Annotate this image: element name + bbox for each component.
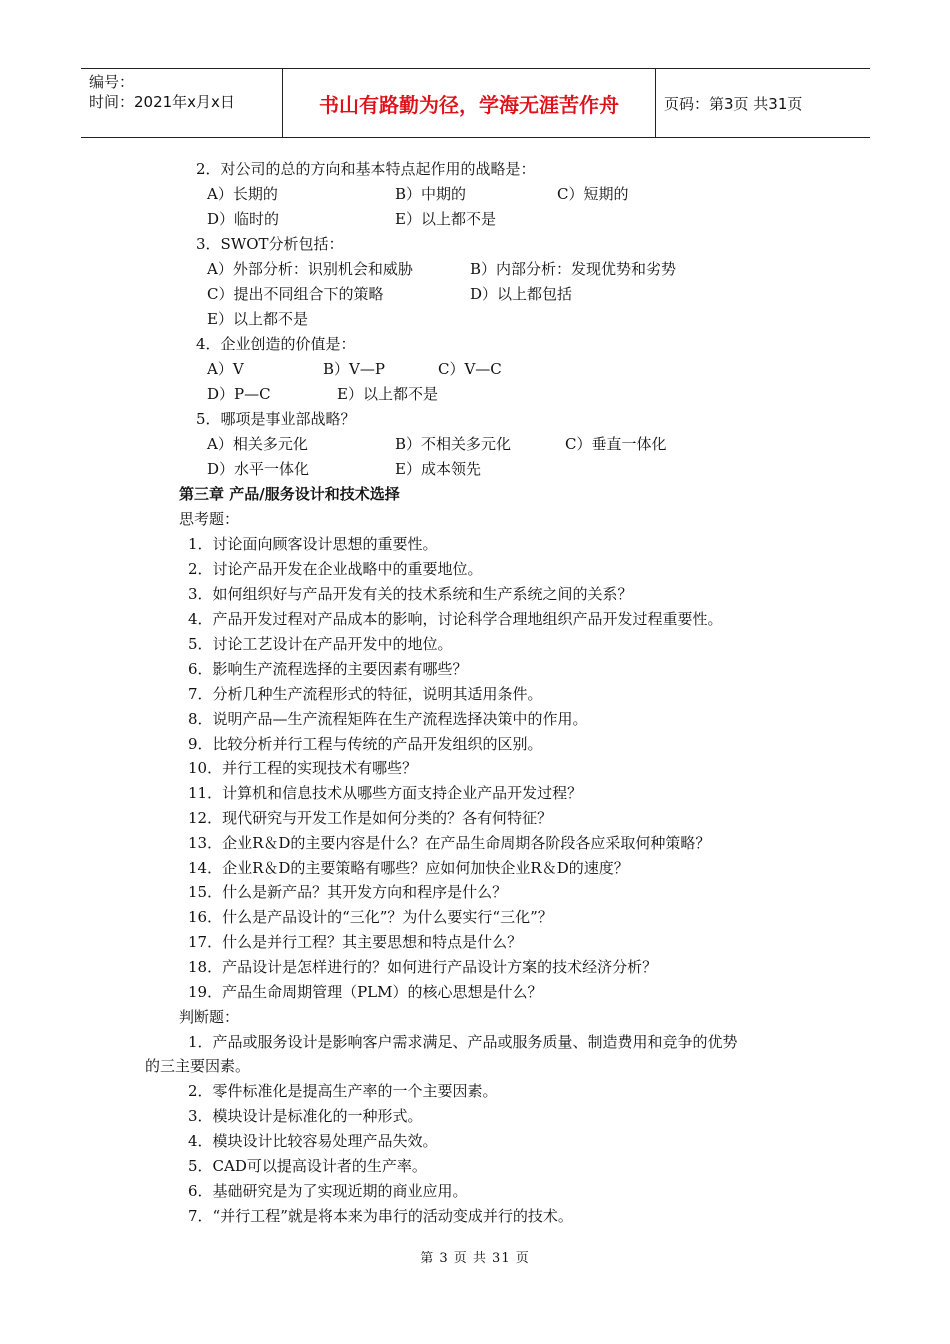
question-stem: 2．对公司的总的方向和基本特点起作用的战略是： [196, 160, 536, 178]
list-item: 10．并行工程的实现技术有哪些？ [188, 759, 418, 777]
list-item: 1．产品或服务设计是影响客户需求满足、产品或服务质量、制造费用和竞争的优势 [188, 1033, 738, 1051]
list-item: 2．零件标准化是提高生产率的一个主要因素。 [188, 1082, 498, 1100]
section-label-judgement: 判断题： [179, 1008, 240, 1026]
document-date: 时间：2021年x月x日 [89, 93, 235, 111]
option-b: B）不相关多元化 [395, 435, 512, 453]
list-item: 8．说明产品—生产流程矩阵在生产流程选择决策中的作用。 [188, 710, 588, 728]
option-a: A）外部分析：识别机会和威胁 [207, 260, 413, 278]
list-item: 6．基础研究是为了实现近期的商业应用。 [188, 1182, 468, 1200]
list-item: 1．讨论面向顾客设计思想的重要性。 [188, 535, 438, 553]
header-page-info: 页码：第3页 共31页 [664, 94, 803, 113]
list-item: 4．模块设计比较容易处理产品失效。 [188, 1132, 438, 1150]
option-a: A）相关多元化 [207, 435, 308, 453]
question-stem: 3．SWOT分析包括： [196, 235, 344, 253]
list-item: 18．产品设计是怎样进行的？如何进行产品设计方案的技术经济分析？ [188, 958, 658, 976]
list-item-continuation: 的三主要因素。 [145, 1057, 251, 1075]
list-item: 15．什么是新产品？其开发方向和程序是什么？ [188, 883, 508, 901]
option-a: A）长期的 [207, 185, 278, 203]
list-item: 19．产品生命周期管理（PLM）的核心思想是什么？ [188, 983, 543, 1001]
option-e: E）以上都不是 [395, 210, 496, 228]
list-item: 13．企业R＆D的主要内容是什么？在产品生命周期各阶段各应采取何种策略？ [188, 834, 711, 852]
list-item: 11．计算机和信息技术从哪些方面支持企业产品开发过程？ [188, 784, 583, 802]
option-c: C）短期的 [557, 185, 629, 203]
section-label-thinking: 思考题： [179, 510, 240, 528]
option-c: C）V—C [438, 360, 502, 378]
question-stem: 4．企业创造的价值是： [196, 335, 356, 353]
option-e: E）以上都不是 [337, 385, 438, 403]
list-item: 6．影响生产流程选择的主要因素有哪些？ [188, 660, 468, 678]
option-b: B）内部分析：发现优势和劣势 [470, 260, 677, 278]
list-item: 2．讨论产品开发在企业战略中的重要地位。 [188, 560, 483, 578]
list-item: 5．CAD可以提高设计者的生产率。 [188, 1157, 427, 1175]
chapter-heading: 第三章 产品/服务设计和技术选择 [179, 485, 400, 503]
list-item: 4．产品开发过程对产品成本的影响，讨论科学合理地组织产品开发过程重要性。 [188, 610, 723, 628]
header-motto: 书山有路勤为径，学海无涯苦作舟 [283, 69, 656, 137]
list-item: 3．模块设计是标准化的一种形式。 [188, 1107, 423, 1125]
list-item: 5．讨论工艺设计在产品开发中的地位。 [188, 635, 453, 653]
option-d: D）水平一体化 [207, 460, 310, 478]
list-item: 16．什么是产品设计的“三化”？为什么要实行“三化”？ [188, 908, 553, 926]
option-d: D）P—C [207, 385, 271, 403]
list-item: 9．比较分析并行工程与传统的产品开发组织的区别。 [188, 735, 543, 753]
list-item: 7．“并行工程”就是将本来为串行的活动变成并行的技术。 [188, 1207, 573, 1225]
list-item: 17．什么是并行工程？其主要思想和特点是什么？ [188, 933, 523, 951]
option-d: D）临时的 [207, 210, 280, 228]
option-c: C）提出不同组合下的策略 [207, 285, 384, 303]
page-header [81, 68, 870, 138]
option-b: B）中期的 [395, 185, 467, 203]
list-item: 14．企业R＆D的主要策略有哪些？应如何加快企业R＆D的速度？ [188, 859, 629, 877]
option-d: D）以上都包括 [470, 285, 573, 303]
header-meta [81, 69, 283, 137]
option-a: A）V [207, 360, 244, 378]
option-e: E）成本领先 [395, 460, 481, 478]
list-item: 12．现代研究与开发工作是如何分类的？各有何特征？ [188, 809, 553, 827]
page-footer: 第 3 页 共 31 页 [420, 1251, 530, 1266]
document-number-label: 编号： [89, 73, 135, 91]
list-item: 3．如何组织好与产品开发有关的技术系统和生产系统之间的关系？ [188, 585, 633, 603]
option-c: C）垂直一体化 [565, 435, 667, 453]
option-b: B）V—P [323, 360, 385, 378]
question-stem: 5．哪项是事业部战略？ [196, 410, 356, 428]
list-item: 7．分析几种生产流程形式的特征，说明其适用条件。 [188, 685, 543, 703]
option-e: E）以上都不是 [207, 310, 308, 328]
